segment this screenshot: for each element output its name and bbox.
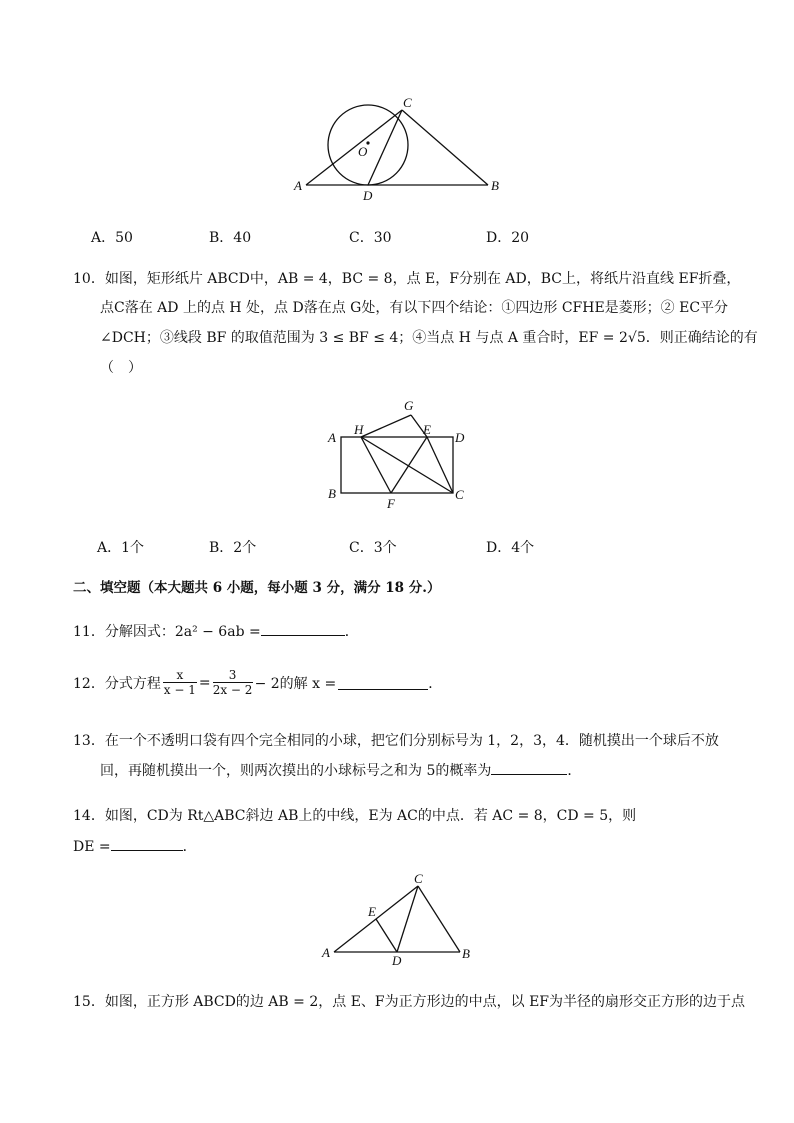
q10-label-d: D bbox=[455, 430, 465, 445]
q10-option-a: A．1个 bbox=[97, 540, 145, 556]
q14-figure bbox=[318, 872, 478, 967]
q13-line-2 bbox=[100, 760, 581, 780]
q9-label-c: C bbox=[403, 95, 412, 110]
q9-label-d: D bbox=[363, 188, 373, 203]
q12-frac2-numerator: 3 bbox=[228, 668, 237, 682]
q12-prefix: 12．分式方程 bbox=[73, 675, 161, 692]
q9-circle bbox=[328, 105, 408, 185]
q9-figure bbox=[290, 90, 510, 210]
q10-line-1: 10．如图，矩形纸片 ABCD中，AB = 4，BC = 8，点 E，F分别在 AD，BC上，将纸片沿直线 EF折叠， bbox=[73, 271, 741, 287]
q14-line-2-text: DE = bbox=[73, 839, 111, 855]
q10-label-f: F bbox=[387, 496, 395, 511]
q9-option-c: C．30 bbox=[349, 230, 392, 246]
q9-label-b: B bbox=[491, 178, 499, 193]
q9-option-d: D．20 bbox=[486, 230, 530, 246]
q14-label-b: B bbox=[462, 946, 470, 961]
q9-option-a: A．50 bbox=[91, 230, 133, 246]
q10-line-3: ∠DCH；③线段 BF 的取值范围为 3 ≤ BF ≤ 4；④当点 H 与点 A 重合时，EF = 2√5．则正确结论的有 bbox=[100, 330, 758, 346]
q9-label-o: O bbox=[358, 144, 368, 159]
q13-line-2-text: 回，再随机摸出一个，则两次摸出的小球标号之和为 5的概率为 bbox=[100, 763, 492, 779]
q9-side-cb bbox=[402, 110, 488, 185]
q10-option-b: B．2个 bbox=[209, 540, 257, 556]
q10-seg-hg bbox=[361, 415, 411, 437]
q9-label-a: A bbox=[294, 178, 302, 193]
section-2-heading: 二、填空题（本大题共 6 小题，每小题 3 分，满分 18 分.） bbox=[73, 580, 441, 596]
q14-label-a: A bbox=[322, 945, 330, 960]
q10-label-e: E bbox=[423, 422, 431, 437]
q14-label-d: D bbox=[392, 953, 402, 967]
q10-line-4: （ ） bbox=[100, 360, 142, 376]
q12-frac1-numerator: x bbox=[176, 668, 184, 682]
q11-text: 11．分解因式：2a² − 6ab = bbox=[73, 624, 261, 640]
q10-seg-ef bbox=[391, 437, 427, 493]
q12-period: ． bbox=[428, 675, 443, 692]
q9-chord-cd bbox=[368, 110, 402, 185]
q10-option-d: D．4个 bbox=[486, 540, 535, 556]
q9-side-ac bbox=[306, 110, 402, 185]
q14-label-e: E bbox=[368, 904, 376, 919]
q10-label-c: C bbox=[455, 487, 464, 502]
q11-period: ． bbox=[344, 624, 359, 640]
q13-period: ． bbox=[567, 763, 582, 779]
q10-label-b: B bbox=[328, 486, 336, 501]
q12-blank[interactable] bbox=[338, 675, 428, 690]
q10-seg-hc bbox=[361, 437, 453, 493]
q10-line-2: 点C落在 AD 上的点 H 处，点 D落在点 G处，有以下四个结论：①四边形 CFHE是菱形；② EC平分 bbox=[100, 300, 729, 316]
q12-frac1-denominator: x − 1 bbox=[163, 683, 196, 697]
q9-option-b: B．40 bbox=[209, 230, 252, 246]
q14-seg-ed bbox=[376, 919, 397, 952]
q12-equals: = bbox=[198, 674, 211, 691]
q14-label-c: C bbox=[414, 872, 423, 886]
q12-mid: − 2的解 x = bbox=[254, 675, 337, 692]
q10-label-a: A bbox=[328, 430, 336, 445]
q12-fraction-1 bbox=[163, 668, 197, 697]
q14-line-2 bbox=[73, 836, 197, 856]
q14-line-1: 14．如图，CD为 Rt△ABC斜边 AB上的中线，E为 AC的中点．若 AC = 8，CD = 5，则 bbox=[73, 808, 637, 824]
q14-side-cb bbox=[418, 886, 460, 952]
q12-frac2-denominator: 2x − 2 bbox=[212, 683, 253, 697]
q10-label-g: G bbox=[404, 398, 414, 413]
q12 bbox=[73, 668, 442, 697]
q10-figure bbox=[325, 395, 475, 515]
q14-period: ． bbox=[182, 839, 197, 855]
q11 bbox=[73, 621, 359, 641]
q15-line-1: 15．如图，正方形 ABCD的边 AB = 2，点 E、F为正方形边的中点，以 EF为半径的扇形交正方形的边于点 bbox=[73, 994, 746, 1010]
q10-label-h: H bbox=[354, 422, 364, 437]
q14-median-cd bbox=[397, 886, 418, 952]
q14-blank[interactable] bbox=[111, 836, 183, 851]
q13-line-1: 13．在一个不透明口袋有四个完全相同的小球，把它们分别标号为 1，2，3，4．随机摸出一个球后不放 bbox=[73, 733, 719, 749]
q10-option-c: C．3个 bbox=[349, 540, 397, 556]
q11-blank[interactable] bbox=[261, 621, 345, 636]
q13-blank[interactable] bbox=[491, 760, 567, 775]
q12-fraction-2 bbox=[213, 668, 253, 697]
